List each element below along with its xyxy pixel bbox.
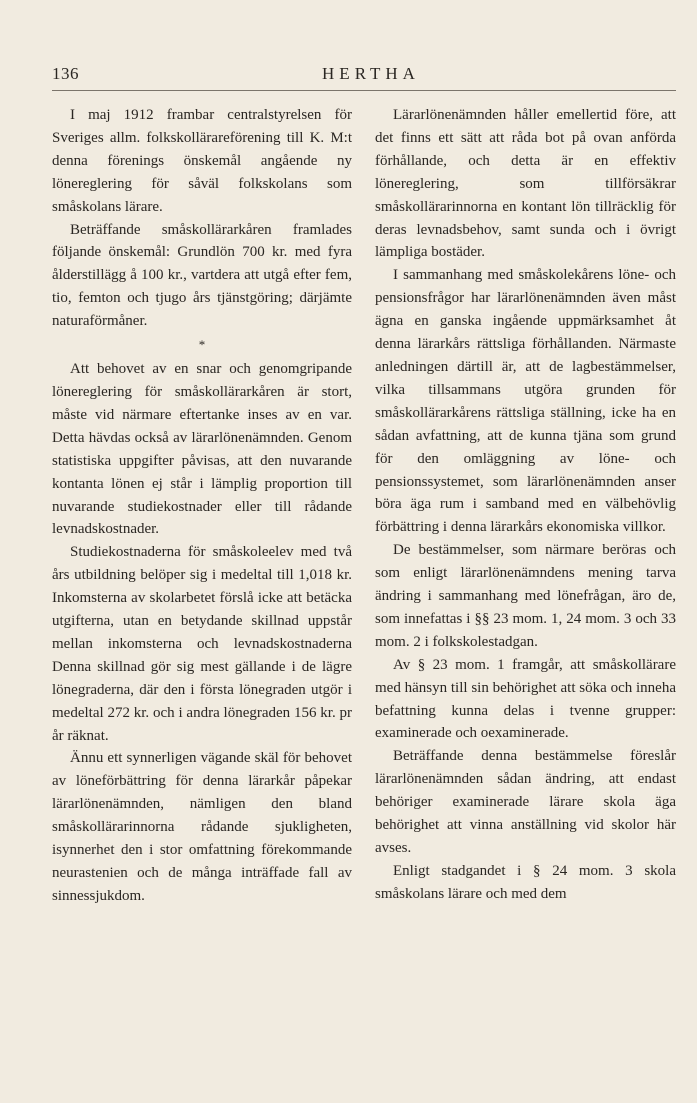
paragraph: De bestämmelser, som närmare beröras och som enligt lärarlönenämndens mening tarva ändring i sammanhang med lönefrågan, äro de, som innefattas i §§ 23 mom. 1, 24 mom. 3 och 33 mom. 2 i folkskolestadgan. [375, 542, 676, 650]
left-column [52, 104, 352, 908]
paragraph: Enligt stadgandet i § 24 mom. 3 skola småskolans lärare och med dem [375, 862, 676, 902]
paragraph: Ännu ett synnerligen vägande skäl för behovet av löneförbättring för denna lärarkår påpekar lärarlönenämnden, nämligen den bland småskollärarinnorna rådande sjukligheten, isynnerhet den i stor omfattning förekommande neurastenien och de många inträffade fall av sinnessjukdom. [52, 750, 352, 904]
paragraph: Att behovet av en snar och genomgripande lönereglering för småskollärarkåren är stort, måste vid närmare eftertanke inses av en var. Detta hävdas också av lärarlönenämnden. Genom statistiska uppgifter påvisas, att den nuvarande kontanta lönen ej står i lämplig proportion till nuvarande studiekostnader eller till rådande levnadskostnader. [52, 361, 352, 538]
paragraph: Beträffande småskollärarkåren framlades följande önskemål: Grundlön 700 kr. med fyra ålderstillägg å 100 kr., vartdera att utgå efter fem, tio, femton och tjugo års tjänstgöring; därjämte naturaförmåner. [52, 221, 352, 330]
paragraph: Lärarlönenämnden håller emellertid före, att det finns ett sätt att råda bot på ovan anförda förhållande, och detta är en effektiv lönereglering, som tillförsäkrar småskollärarinnorna en kontant lön tillräcklig för deras levnadsbehov, samt sunda och i övrigt lämpliga bostäder. [375, 107, 676, 261]
paragraph: I maj 1912 frambar centralstyrelsen för Sveriges allm. folkskollärareförening till K. M:t denna förenings önskemål angående ny lönereglering för såväl folkskolans som småskolans lärare. [52, 107, 352, 215]
header-rule [52, 90, 676, 91]
running-title: HERTHA [322, 64, 420, 83]
page-number: 136 [52, 64, 79, 83]
paragraph: Studiekostnaderna för småskoleelev med två års utbildning belöper sig i medeltal till 1,018 kr. Inkomsterna av skolarbetet förslå icke att betäcka utgifterna, utan en betydande skillnad uppstår mellan inkomsterna och levnadskostnaderna Denna skillnad gör sig mest gällande i de lägre lönegraderna, där den i första lönegraden utgör i medeltal 272 kr. och i andra lönegraden 156 kr. pr år räknat. [52, 544, 352, 744]
paragraph: I sammanhang med småskolekårens löne- och pensionsfrågor har lärarlönenämnden även måst ägna en ganska ingående uppmärksamhet åt denna lärarkårs rättsliga förhållanden. Närmaste anledningen därtill är, att de lagbestämmelser, vilka tillsammans utgöra grunden för småskollärarkårens rättsliga ställning, icke ha en sådan avfattning, att de kunna tjäna som grund för den omläggning av löne- och pensionssystemet, som lärarlönenämnden anser böra äga rum i samband med en välbehövlig förbättring i denna lärarkårs ekonomiska villkor. [375, 267, 676, 536]
paragraph: Av § 23 mom. 1 framgår, att småskollärare med hänsyn till sin behörighet att söka och inneha befattning kunna delas i tvenne grupper: examinerade och oexaminerade. [375, 656, 676, 742]
section-separator: * [198, 337, 206, 353]
page-header [52, 64, 676, 90]
right-column [375, 104, 676, 906]
paragraph: Beträffande denna bestämmelse föreslår lärarlönenämnden sådan ändring, att endast behöriger examinerade lärare skola äga behörighet att vinna anställning vid skolor här avses. [375, 748, 676, 856]
